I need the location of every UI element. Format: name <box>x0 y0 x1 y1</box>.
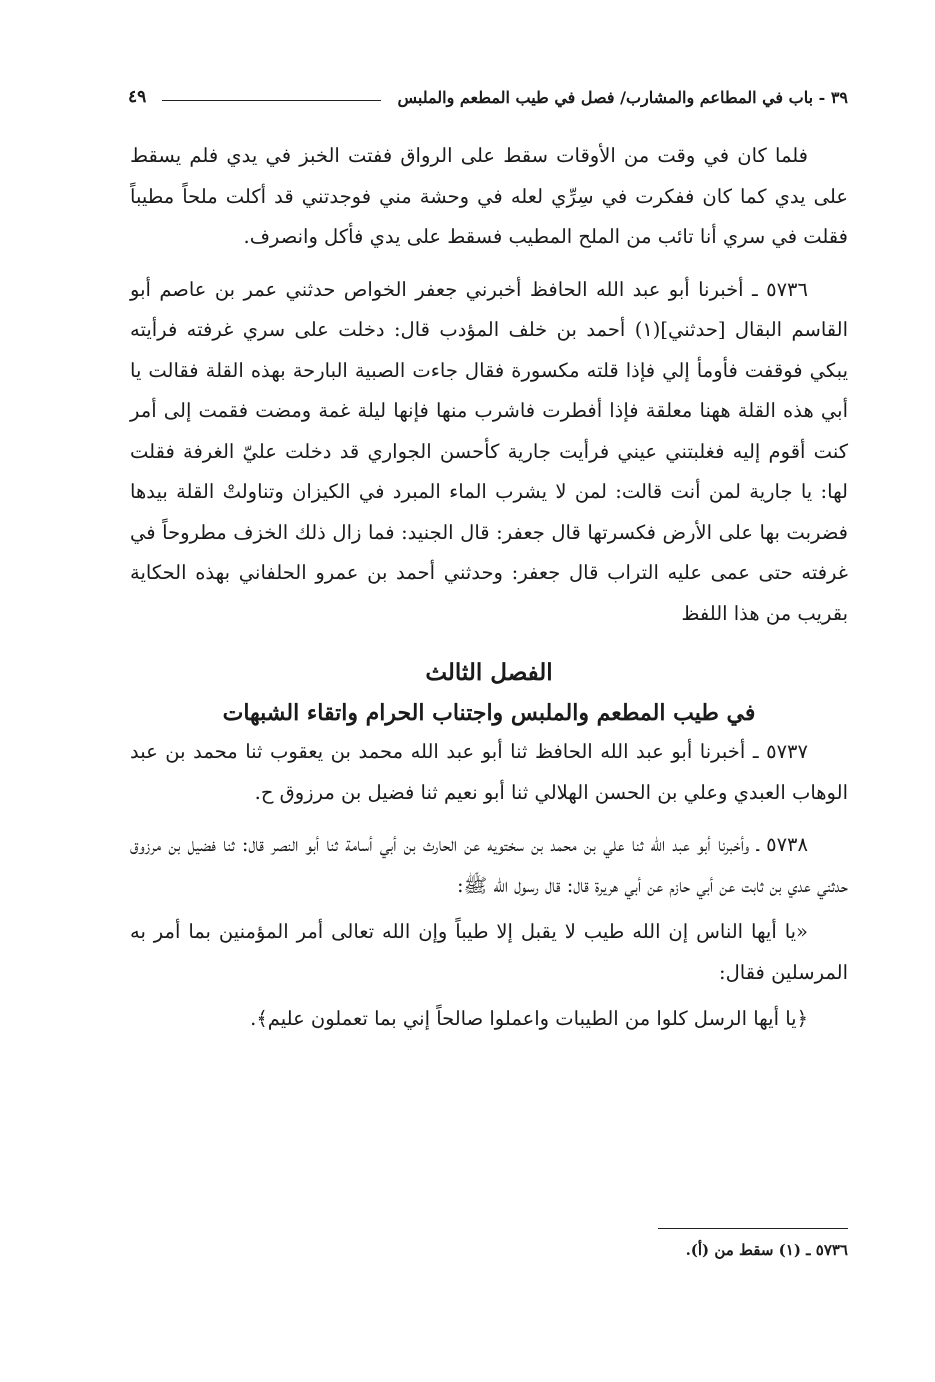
main-text <box>130 136 848 1040</box>
header-rule <box>162 100 381 101</box>
page-number: ٤٩ <box>128 87 147 107</box>
running-title: ٣٩ - باب في المطاعم والمشارب/ فصل في طيب المطعم والملبس <box>397 87 848 107</box>
hadith-5738: ٥٧٣٨ ـ وأخبرنا أبو عبد الله ثنا علي بن محمد بن سختويه عن الحارث بن أبي أسامة ثنا أبو النصر قال: ثنا فضيل بن مرزوق حدثني عدي بن ثابت عن أبي حازم عن أبي هريرة قال: قال رسول الله ﷺ: <box>130 833 848 897</box>
footnote-rule <box>658 1228 848 1229</box>
footnote: ٥٧٣٦ ـ (١) سقط من (أ). <box>685 1241 848 1259</box>
hadith-5736: ٥٧٣٦ ـ أخبرنا أبو عبد الله الحافظ أخبرني جعفر الخواص حدثني عمر بن عاصم أبو القاسم البقال [حدثني](١) أحمد بن خلف المؤدب قال: دخلت على سري غرفته فرأيته يبكي فوقفت فأومأ إلي فإذا قلته مكسورة فقال جاءت الصبية البارحة بهذه القلة فقالت يا أبي هذه القلة ههنا معلقة فإذا أفطرت فاشرب منها فإنها ليلة غمة ومضت فقمت إلى أمر كنت أقوم إليه فغلبتني عيني فرأيت جارية كأحسن الجواري قد دخلت عليّ الغرفة فقلت لها: يا جارية لمن أنت قالت: لمن لا يشرب الماء المبرد في الكيزان وتناولتْ القلة بيدها فضربت بها على الأرض فكسرتها قال جعفر: قال الجنيد: فما زال ذلك الخزف مطروحاً في غرفته حتى عمى عليه التراب قال جعفر: وحدثني أحمد بن عمرو الحلفاني بهذه الحكاية بقريب من هذا اللفظ <box>130 277 848 625</box>
paragraph-continuation: فلما كان في وقت من الأوقات سقط على الرواق ففتت الخبز في يدي فلم يسقط على يدي كما كان ففكرت في سِرِّي لعله في وحشة مني فوجدتني قد أكلت ملحاً مطيباً فقلت في سري أنا تائب من الملح المطيب فسقط على يدي فأكل وانصرف. <box>130 144 848 248</box>
quran-verse: ﴿يا أيها الرسل كلوا من الطيبات واعملوا صالحاً إني بما تعملون عليم﴾. <box>250 1007 808 1030</box>
hadith-5737: ٥٧٣٧ ـ أخبرنا أبو عبد الله الحافظ ثنا أبو عبد الله محمد بن يعقوب ثنا محمد بن عبد الوهاب العبدي وعلي بن الحسن الهلالي ثنا أبو نعيم ثنا فضيل بن مرزوق ح. <box>130 740 848 804</box>
chapter-title: الفصل الثالث <box>425 659 553 686</box>
running-header <box>128 82 848 112</box>
hadith-text: «يا أيها الناس إن الله طيب لا يقبل إلا طيباً وإن الله تعالى أمر المؤمنين بما أمر به المرسلين فقال: <box>130 920 848 984</box>
chapter-subtitle: في طيب المطعم والملبس واجتناب الحرام واتقاء الشبهات <box>222 700 756 726</box>
